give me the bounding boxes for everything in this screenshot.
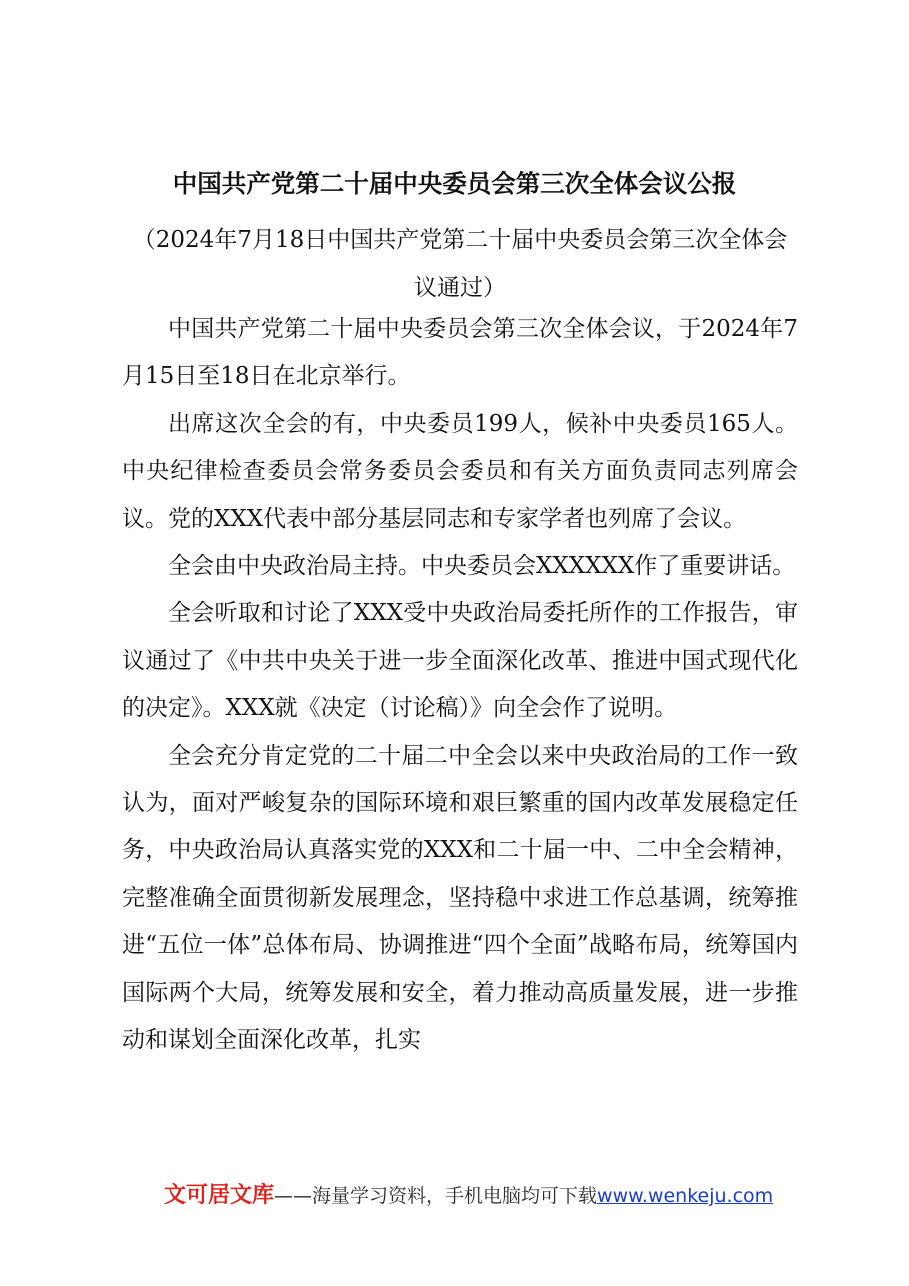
document-title: 中国共产党第二十届中央委员会第三次全体会议公报: [172, 169, 737, 198]
footer-dash: ——: [274, 1185, 313, 1207]
document-body: [122, 306, 798, 1065]
footer-tagline: 海量学习资料，手机电脑均可下载: [312, 1185, 598, 1207]
footer-site-link[interactable]: www.wenkeju.com: [597, 1185, 774, 1207]
paragraph: 中国共产党第二十届中央委员会第三次全体会议，于2024年7月15日至18日在北京举行。: [122, 316, 798, 390]
paragraph: 出席这次全会的有，中央委员199人，候补中央委员165人。中央纪律检查委员会常务委员会委员和有关方面负责同志列席会议。党的XXX代表中部分基层同志和专家学者也列席了会议。: [122, 410, 798, 532]
document-subtitle: （2024年7月18日中国共产党第二十届中央委员会第三次全体会议通过）: [132, 227, 788, 301]
footer-brand: 文可居文库: [164, 1183, 275, 1208]
paragraph: 全会充分肯定党的二十届二中全会以来中央政治局的工作一致认为，面对严峻复杂的国际环境和艰巨繁重的国内改革发展稳定任务，中央政治局认真落实党的XXX和二十届一中、二中全会精神，完整准确全面贯彻新发展理念，坚持稳中求进工作总基调，统筹推进“五位一体”总体布局、协调推进“四个全面”战略布局，统筹国内国际两个大局，统筹发展和安全，着力推动高质量发展，进一步推动和谋划全面深化改革，扎实: [122, 742, 798, 1054]
paragraph: 全会由中央政治局主持。中央委员会XXXXXX作了重要讲话。: [168, 553, 796, 580]
footer-banner: [164, 1179, 773, 1213]
paragraph: 全会听取和讨论了XXX受中央政治局委托所作的工作报告，审议通过了《中共中央关于进一步全面深化改革、推进中国式现代化的决定》。XXX就《决定（讨论稿）》向全会作了说明。: [122, 600, 798, 722]
